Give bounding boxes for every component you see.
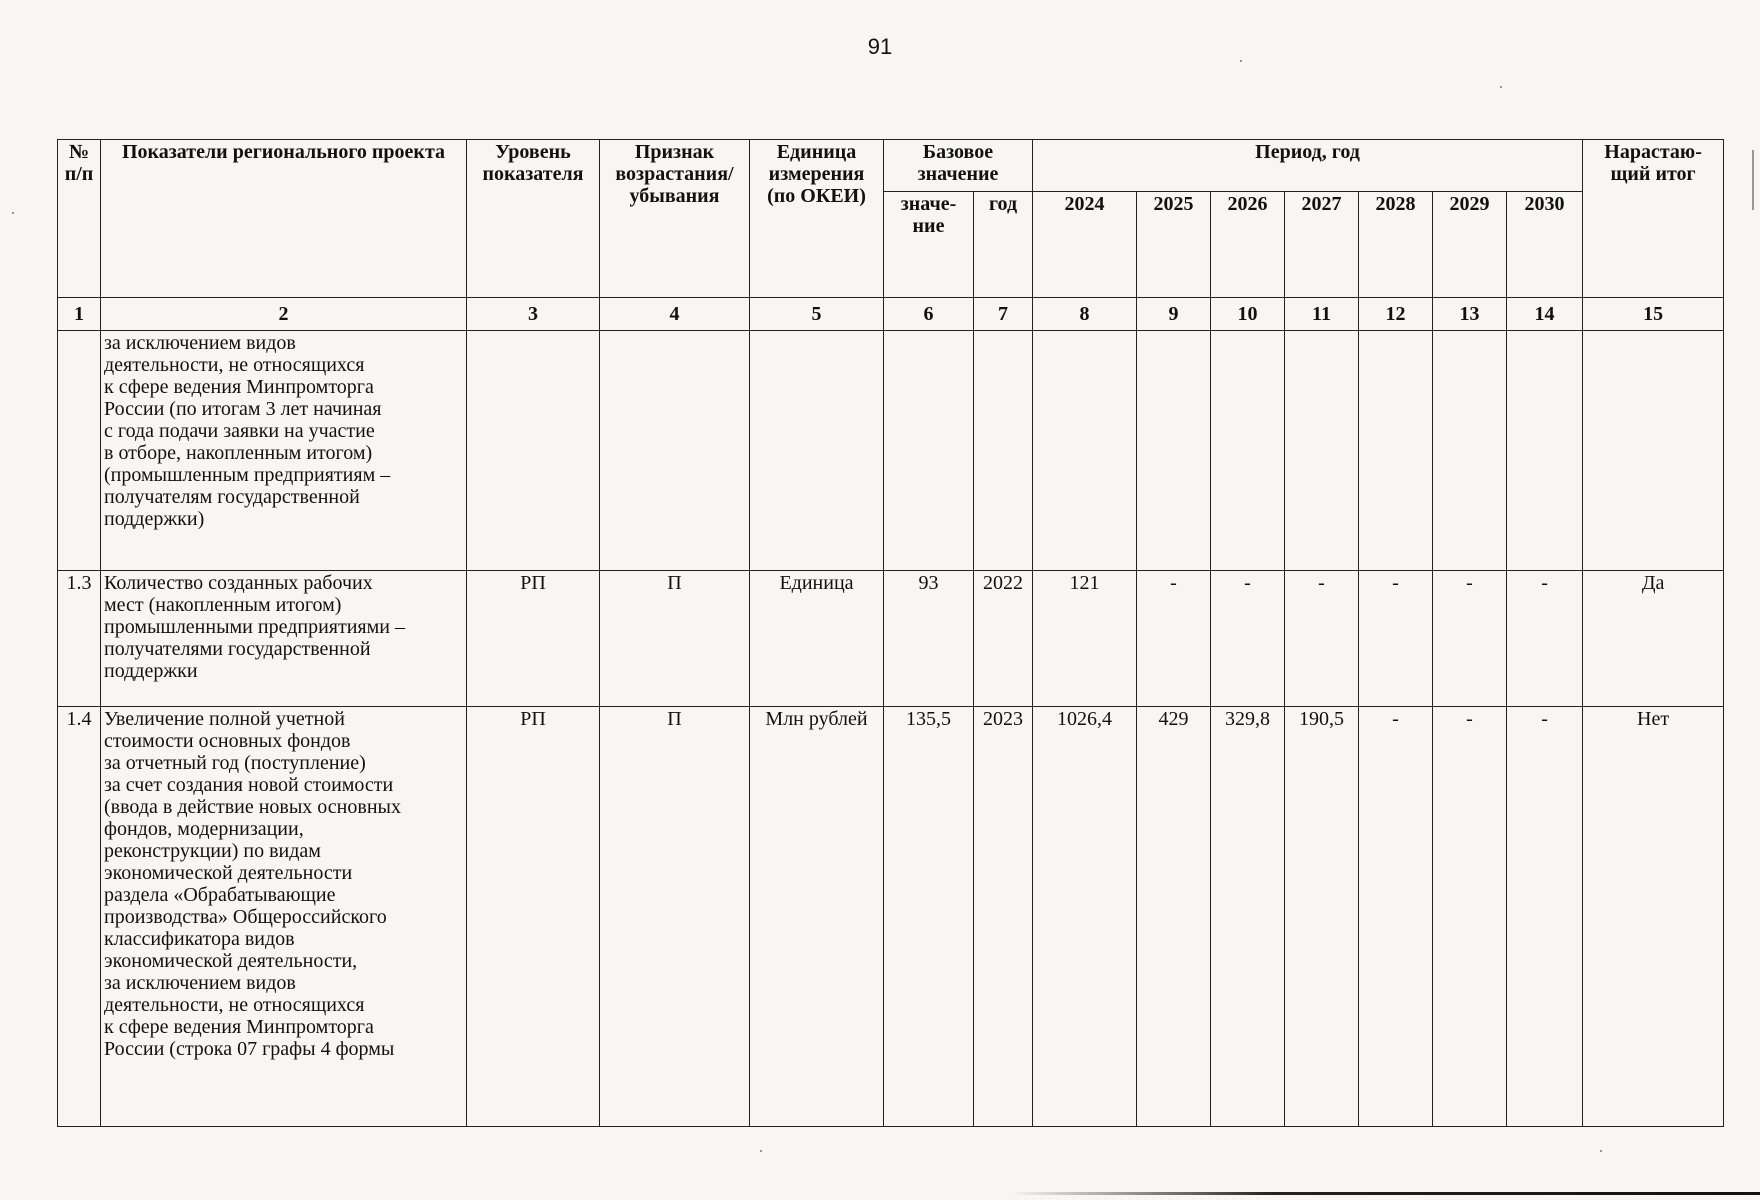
year-value-cell: - (1285, 571, 1359, 707)
base-year-cell (974, 331, 1033, 571)
column-number: 6 (884, 298, 974, 331)
description-line: получателями государственной (104, 638, 371, 660)
header-trend: Признак возрастания/ убывания (600, 140, 750, 298)
description-line: за счет создания новой стоимости (104, 774, 394, 796)
scan-bottom-line (1010, 1192, 1760, 1195)
page-number: 91 (867, 34, 893, 59)
base-value-cell: 93 (884, 571, 974, 707)
column-number: 2 (101, 298, 467, 331)
column-number: 8 (1033, 298, 1137, 331)
header-base-year: год (974, 192, 1033, 298)
cumulative-cell: Да (1583, 571, 1724, 707)
description-line: деятельности, не относящихся (104, 994, 365, 1016)
row-no (58, 331, 101, 571)
year-value-cell (1033, 331, 1137, 571)
base-value-cell (884, 331, 974, 571)
column-number-row (58, 298, 1724, 331)
description-line: с года подачи заявки на участие (104, 420, 375, 442)
header-year-2025: 2025 (1137, 192, 1211, 298)
year-value-cell (1137, 331, 1211, 571)
table-row-continued (58, 331, 1724, 571)
description-line: России (по итогам 3 лет начиная (104, 398, 382, 420)
year-value-cell: 190,5 (1285, 707, 1359, 1127)
description-line: реконструкции) по видам (104, 840, 321, 862)
description-line: за отчетный год (поступление) (104, 752, 366, 774)
header-year-2026: 2026 (1211, 192, 1285, 298)
header-base: Базовое значение (884, 140, 1033, 192)
level-cell: РП (467, 707, 600, 1127)
trend-cell: П (600, 571, 750, 707)
column-number: 12 (1359, 298, 1433, 331)
year-value-cell: - (1211, 571, 1285, 707)
row-no: 1.3 (58, 571, 101, 707)
column-number: 1 (58, 298, 101, 331)
description-line: раздела «Обрабатывающие (104, 884, 336, 906)
column-number: 15 (1583, 298, 1724, 331)
year-value-cell: - (1507, 571, 1583, 707)
indicator-description (101, 707, 467, 1127)
year-value-cell: 329,8 (1211, 707, 1285, 1127)
header-year-2030: 2030 (1507, 192, 1583, 298)
year-value-cell (1507, 331, 1583, 571)
description-line: в отборе, накопленным итогом) (104, 442, 373, 464)
table-row-1-4 (58, 707, 1724, 1127)
year-value-cell: - (1359, 707, 1433, 1127)
base-year-cell: 2023 (974, 707, 1033, 1127)
scan-edge-mark (1752, 150, 1754, 210)
description-line: промышленными предприятиями – (104, 616, 405, 638)
indicator-description (101, 571, 467, 707)
header-unit: Единица измерения (по ОКЕИ) (750, 140, 884, 298)
column-number: 3 (467, 298, 600, 331)
description-line: за исключением видов (104, 972, 296, 994)
column-number: 13 (1433, 298, 1507, 331)
description-line: за исключением видов (104, 332, 296, 354)
description-line: экономической деятельности (104, 862, 353, 884)
scan-speck (1240, 60, 1242, 62)
header-year-2027: 2027 (1285, 192, 1359, 298)
description-line: классификатора видов (104, 928, 295, 950)
description-line: (промышленным предприятиям – (104, 464, 391, 486)
unit-cell: Единица (750, 571, 884, 707)
description-line: фондов, модернизации, (104, 818, 304, 840)
column-number: 5 (750, 298, 884, 331)
year-value-cell: - (1433, 707, 1507, 1127)
year-value-cell: - (1507, 707, 1583, 1127)
unit-cell: Млн рублей (750, 707, 884, 1127)
column-number: 11 (1285, 298, 1359, 331)
description-line: России (строка 07 графы 4 формы (104, 1038, 395, 1060)
year-value-cell: - (1433, 571, 1507, 707)
column-number: 14 (1507, 298, 1583, 331)
description-line: мест (накопленным итогом) (104, 594, 342, 616)
level-cell: РП (467, 571, 600, 707)
indicators-table (57, 139, 1724, 1127)
column-number: 10 (1211, 298, 1285, 331)
cumulative-cell (1583, 331, 1724, 571)
row-no: 1.4 (58, 707, 101, 1127)
trend-cell: П (600, 707, 750, 1127)
scan-speck (12, 212, 14, 214)
year-value-cell: 429 (1137, 707, 1211, 1127)
column-number: 9 (1137, 298, 1211, 331)
year-value-cell: 121 (1033, 571, 1137, 707)
unit-cell (750, 331, 884, 571)
header-indicator: Показатели регионального проекта (101, 140, 467, 298)
header-period: Период, год (1033, 140, 1583, 192)
year-value-cell (1359, 331, 1433, 571)
scan-speck (1500, 86, 1502, 88)
description-line: деятельности, не относящихся (104, 354, 365, 376)
table-row-1-3 (58, 571, 1724, 707)
year-value-cell: - (1137, 571, 1211, 707)
column-number: 4 (600, 298, 750, 331)
description-line: стоимости основных фондов (104, 730, 351, 752)
year-value-cell: 1026,4 (1033, 707, 1137, 1127)
description-line: к сфере ведения Минпромторга (104, 376, 374, 398)
header-year-2028: 2028 (1359, 192, 1433, 298)
base-value-cell: 135,5 (884, 707, 974, 1127)
description-line: экономической деятельности, (104, 950, 358, 972)
header-year-2024: 2024 (1033, 192, 1137, 298)
header-no: № п/п (58, 140, 101, 298)
year-value-cell (1211, 331, 1285, 571)
description-line: (ввода в действие новых основных (104, 796, 401, 818)
indicator-description (101, 331, 467, 571)
description-line: производства» Общероссийского (104, 906, 387, 928)
description-line: поддержки (104, 660, 198, 682)
description-line: поддержки) (104, 508, 205, 530)
header-year-2029: 2029 (1433, 192, 1507, 298)
description-line: к сфере ведения Минпромторга (104, 1016, 374, 1038)
scan-speck (1600, 1150, 1602, 1152)
header-cumulative: Нарастаю-щий итог (1583, 140, 1724, 298)
scan-speck (760, 1150, 762, 1152)
year-value-cell (1285, 331, 1359, 571)
header-row-1 (58, 140, 1724, 192)
description-line: Количество созданных рабочих (104, 572, 373, 594)
trend-cell (600, 331, 750, 571)
description-line: получателям государственной (104, 486, 360, 508)
level-cell (467, 331, 600, 571)
header-base-value: значе-ние (884, 192, 974, 298)
column-number: 7 (974, 298, 1033, 331)
year-value-cell: - (1359, 571, 1433, 707)
description-line: Увеличение полной учетной (104, 708, 345, 730)
base-year-cell: 2022 (974, 571, 1033, 707)
header-level: Уровень показателя (467, 140, 600, 298)
year-value-cell (1433, 331, 1507, 571)
cumulative-cell: Нет (1583, 707, 1724, 1127)
